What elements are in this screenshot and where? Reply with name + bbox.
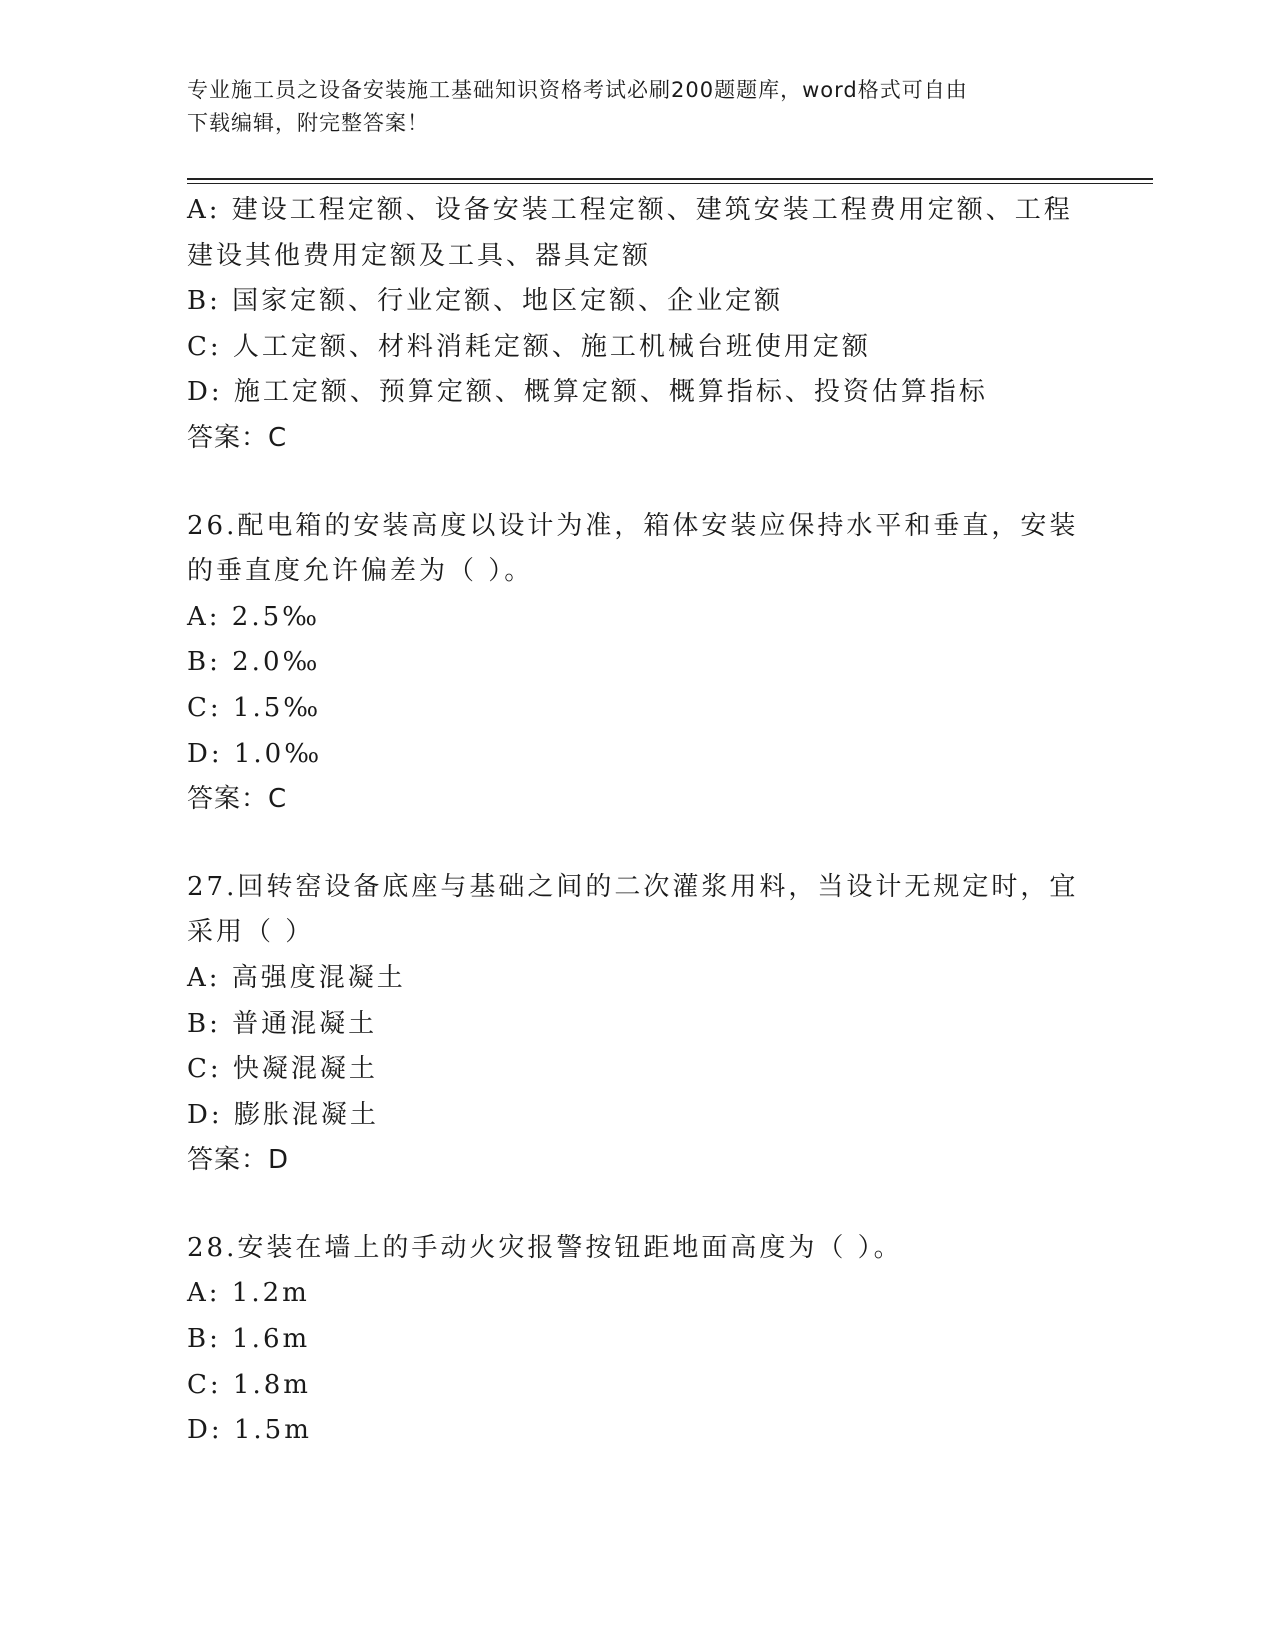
answer-label: 答案：D — [187, 1145, 290, 1176]
option-a: A: 高强度混凝土 — [187, 962, 406, 993]
answer-label: 答案：C — [187, 422, 288, 453]
option-d: D: 1.5m — [187, 1415, 312, 1446]
question-27-block — [187, 865, 1087, 1184]
question-28-block — [187, 1226, 1087, 1454]
question-26-block — [187, 504, 1087, 823]
question-stem-line-1: 26.配电箱的安装高度以设计为准，箱体安装应保持水平和垂直，安装 — [187, 510, 1079, 541]
question-stem-line-2: 的垂直度允许偏差为（ ）。 — [187, 556, 534, 587]
document-header — [187, 74, 1067, 140]
option-c: C: 1.8m — [187, 1369, 311, 1400]
option-b: B: 1.6m — [187, 1324, 311, 1355]
header-divider-thick — [187, 178, 1153, 180]
option-b: B: 2.0‰ — [187, 647, 321, 678]
option-b: B: 国家定额、行业定额、地区定额、企业定额 — [187, 286, 784, 317]
option-c: C: 人工定额、材料消耗定额、施工机械台班使用定额 — [187, 331, 871, 362]
option-a-line-2: 建设其他费用定额及工具、器具定额 — [187, 240, 652, 271]
answer-label: 答案：C — [187, 784, 288, 815]
option-b: B: 普通混凝土 — [187, 1008, 378, 1039]
question-spacer — [187, 462, 1087, 504]
header-divider-thin — [187, 183, 1153, 184]
question-spacer — [187, 823, 1087, 865]
question-stem-line-1: 27.回转窑设备底座与基础之间的二次灌浆用料，当设计无规定时，宜 — [187, 871, 1079, 902]
option-c: C: 1.5‰ — [187, 692, 322, 723]
question-stem-line-1: 28.安装在墙上的手动火灾报警按钮距地面高度为（ ）。 — [187, 1232, 903, 1263]
header-title-line-1: 专业施工员之设备安装施工基础知识资格考试必刷200题题库，word格式可自由 — [187, 78, 968, 102]
option-a: A: 1.2m — [187, 1278, 310, 1309]
question-list — [187, 188, 1087, 1454]
question-stem-line-2: 采用（ ） — [187, 917, 315, 948]
question-spacer — [187, 1184, 1087, 1226]
option-a: A: 2.5‰ — [187, 601, 321, 632]
question-25-block — [187, 188, 1087, 462]
option-d: D: 施工定额、预算定额、概算定额、概算指标、投资估算指标 — [187, 377, 988, 408]
option-c: C: 快凝混凝土 — [187, 1054, 378, 1085]
option-a-line-1: A: 建设工程定额、设备安装工程定额、建筑安装工程费用定额、工程 — [187, 195, 1073, 225]
header-title-line-2: 下载编辑，附完整答案！ — [187, 111, 429, 135]
option-d: D: 膨胀混凝土 — [187, 1099, 379, 1130]
option-d: D: 1.0‰ — [187, 738, 323, 769]
